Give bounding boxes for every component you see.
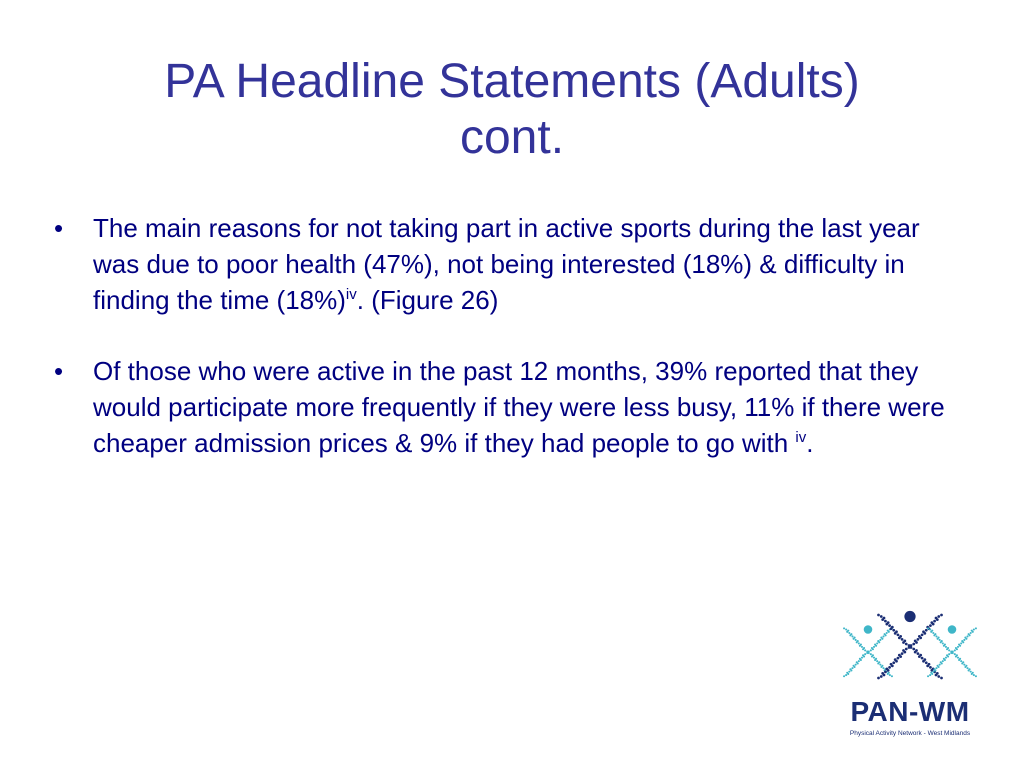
slide-title [60,54,964,166]
pan-wm-logo [828,610,992,740]
bullet-point-icon: • [54,356,64,386]
bullet-item-participation [54,353,954,461]
bullet-point-icon: • [54,213,64,243]
bullet-text: Of those who were active in the past 12 months, 39% reported that they would participate more frequently if they were less busy, 11% if there were cheaper admission prices & 9% if they had people to go with [93,356,945,458]
bullet-text-tail: . (Figure 26) [356,285,499,315]
citation-superscript: iv [795,429,807,446]
logo-wordmark: PAN-WM [850,696,970,727]
bullet-text: The main reasons for not taking part in active sports during the last year was due to poor health (47%), not being interested (18%) & difficulty in finding the time (18%) [93,213,920,315]
slide-title-line-2: cont. [459,111,565,164]
slide-title-line-1: PA Headline Statements (Adults) [164,55,860,108]
people-figures-icon [838,610,982,696]
logo-tagline: Physical Activity Network - West Midlands [849,730,971,737]
bullet-text-tail: . [806,428,814,458]
bullet-item-reasons [54,210,954,318]
citation-superscript: iv [345,286,357,303]
bullet-list [54,210,954,461]
